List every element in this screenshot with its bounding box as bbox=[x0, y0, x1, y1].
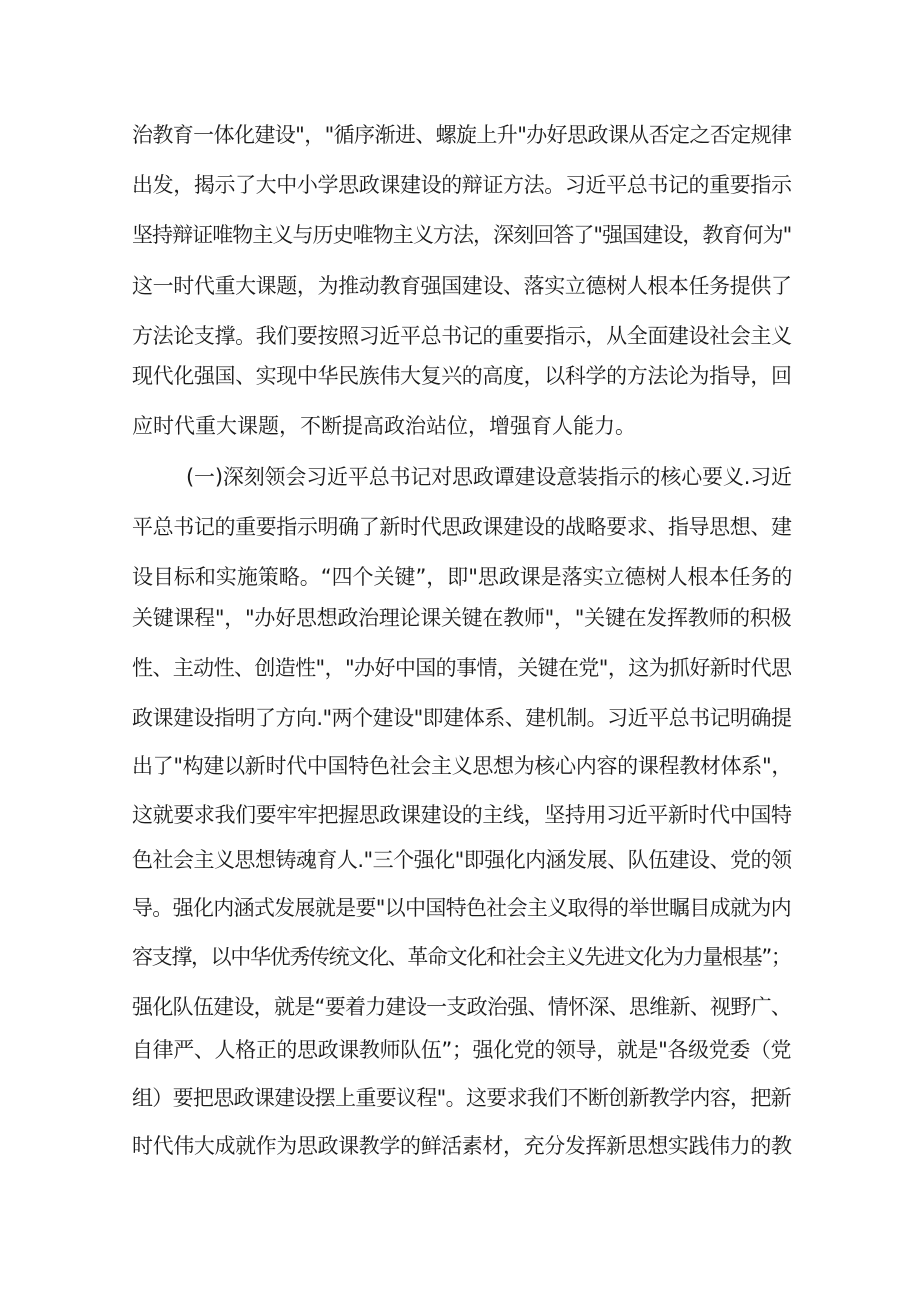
text-line: 导。强化内涵式发展就是要"以中国特色社会主义取得的举世瞩目成就为内 bbox=[132, 896, 791, 920]
text-line: 现代化强国、实现中华民族伟大复兴的高度，以科学的方法论为指导，回 bbox=[132, 364, 792, 388]
text-line: 坚持辩证唯物主义与历史唯物主义方法，深刻回答了"强国建设，教育何为" bbox=[132, 223, 792, 247]
text-line: 这就要求我们要牢牢把握思政课建设的主线，坚持用习近平新时代中国特 bbox=[132, 803, 792, 827]
text-line: 这一时代重大课题，为推动教育强国建设、落实立德树人根本任务提供了 bbox=[132, 274, 792, 298]
text-line: 方法论支撑。我们要按照习近平总书记的重要指示，从全面建设社会主义 bbox=[132, 324, 792, 348]
text-line: 容支撑，以中华优秀传统文化、革命文化和社会主义先进文化为力量根基”； bbox=[132, 945, 791, 969]
text-line: 应时代重大课题，不断提高政治站位，增强育人能力。 bbox=[132, 414, 636, 438]
text-line: 政课建设指明了方向."两个建设"即建体系、建机制。习近平总书记明确提 bbox=[132, 706, 792, 730]
text-line: 色社会主义思想铸魂育人."三个强化"即强化内涵发展、队伍建设、党的领 bbox=[132, 848, 792, 872]
text-line: 时代伟大成就作为思政课教学的鲜活素材，充分发挥新思想实践伟力的教 bbox=[132, 1134, 792, 1158]
text-line: 治教育一体化建设"，"循序渐进、螺旋上升"办好思政课从否定之否定规律 bbox=[132, 123, 792, 147]
text-line: 关键课程"，"办好思想政治理论课关键在教师"，"关键在发挥教师的积极 bbox=[132, 606, 792, 630]
text-line: 性、主动性、创造性"，"办好中国的事情，关键在党"，这为抓好新时代思 bbox=[132, 656, 792, 680]
text-line: 出发，揭示了大中小学思政课建设的辩证方法。习近平总书记的重要指示 bbox=[132, 173, 792, 197]
text-line: 出了"构建以新时代中国特色社会主义思想为核心内容的课程教材体系"， bbox=[132, 754, 793, 778]
section-heading-line: (一)深刻领会习近平总书记对思政谭建设意装指示的核心要义.习近 bbox=[186, 465, 792, 489]
text-line: 设目标和实施策略。“四个关键”，即"思政课是落实立德树人根本任务的 bbox=[132, 565, 793, 589]
text-line: 自律严、人格正的思政课教师队伍”；强化党的领导，就是"各级党委（党 bbox=[132, 1038, 792, 1062]
text-line: 平总书记的重要指示明确了新时代思政课建设的战略要求、指导思想、建 bbox=[132, 515, 792, 539]
text-line: 强化队伍建设，就是“要着力建设一支政治强、情怀深、思维新、视野广、 bbox=[132, 995, 792, 1019]
text-line: 组）要把思政课建设摆上重要议程"。这要求我们不断创新教学内容，把新 bbox=[132, 1086, 791, 1110]
